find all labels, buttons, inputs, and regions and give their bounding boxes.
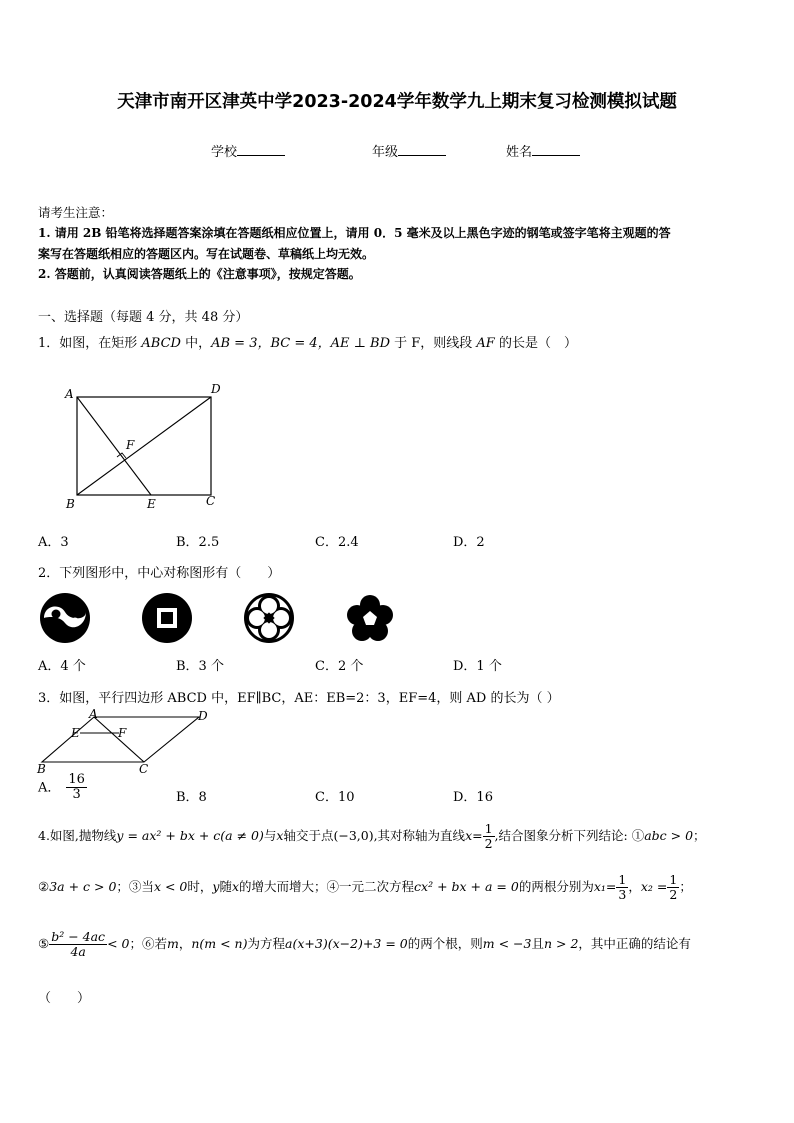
label-f: F (118, 726, 127, 740)
question-3-figure (34, 707, 212, 775)
q3-option-c: C．10 (315, 790, 355, 805)
label-c: C (206, 494, 216, 508)
q1-option-c: C．2.4 (315, 535, 359, 550)
question-1-stem: 1．如图，在矩形 ABCD 中，AB = 3，BC = 4，AE ⊥ BD 于 F，则线段 AF 的长是（ ） (38, 336, 577, 351)
school-field (211, 141, 285, 160)
label-b: B (37, 762, 46, 775)
page-title: 天津市南开区津英中学2023-2024学年数学九上期末复习检测模拟试题 (117, 92, 677, 112)
q2-option-a: A．4 个 (38, 659, 86, 674)
four-petal-icon (243, 592, 295, 644)
label-f: F (126, 438, 135, 452)
school-label: 学校 (211, 145, 238, 160)
name-blank (532, 143, 580, 156)
notice-heading: 请考生注意： (38, 205, 114, 220)
label-a: A (65, 387, 74, 401)
label-c: C (139, 762, 149, 775)
grade-field (372, 141, 446, 160)
question-4-line-1: 4.如图,抛物线y = ax² + bx + c(a ≠ 0)与x轴交于点(−3,0),其对称轴为直线x= $\frac{1}{2}$ ,结合图象分析下列结论: ①abc > 0； (38, 821, 706, 851)
section-1-heading: 一、选择题（每题 4 分，共 48 分） (38, 310, 249, 325)
q2-option-d: D．1 个 (453, 659, 502, 674)
name-field (506, 141, 580, 160)
q1-option-d: D．2 (453, 535, 485, 550)
q3-option-a: A． $\frac{16}{3}$ (38, 772, 85, 803)
q3-option-d: D．16 (453, 790, 493, 805)
q1-option-a: A．3 (38, 535, 69, 550)
school-blank (237, 143, 285, 156)
q2-option-c: C．2 个 (315, 659, 364, 674)
question-4-answer-paren: （ ） (38, 991, 91, 1006)
name-label: 姓名 (506, 145, 533, 160)
q3-option-b: B．8 (176, 790, 207, 805)
pentagon-flower-icon (345, 594, 395, 642)
segment-ae (77, 397, 151, 495)
notice-line-2: 案写在答题纸相应的答题区内。写在试题卷、草稿纸上均无效。 (38, 247, 375, 261)
question-4-line-2: ②3a + c > 0；③当x < 0时，y随x的增大而增大；④一元二次方程cx² + bx + a = 0的两根分别为x₁= $\frac{1}{3}$ ，x₂ = $\frac{1}{2}$ ； (38, 872, 692, 902)
question-3-stem: 3．如图，平行四边形 ABCD 中，EF∥BC，AE：EB=2：3，EF=4，则 AD 的长为（ ） (38, 691, 560, 706)
question-1-figure (60, 378, 230, 513)
q1-option-b: B．2.5 (176, 535, 220, 550)
grade-label: 年级 (372, 145, 399, 160)
question-2-stem: 2．下列图形中，中心对称图形有（ ） (38, 566, 281, 581)
diagonal-bd (77, 397, 211, 495)
label-a: A (89, 707, 98, 721)
label-d: D (211, 382, 221, 396)
label-e: E (147, 497, 156, 511)
label-d: D (198, 709, 208, 723)
label-b: B (66, 497, 75, 511)
label-e: E (71, 726, 80, 740)
swirl-icon (38, 592, 93, 644)
grade-blank (398, 143, 446, 156)
q2-option-b: B．3 个 (176, 659, 224, 674)
question-4-line-3: ⑤ $\frac{\text{b² − 4ac}}{4a}$ < 0；⑥若m，n(m < n)为方程a(x+3)(x−2)+3 = 0的两个根，则m < −3且n > 2，其中正确的结论有 (38, 929, 691, 959)
notice-line-1: 1. 请用 2B 铅笔将选择题答案涂填在答题纸相应位置上，请用 0．5 毫米及以上黑色字迹的钢笔或签字笔将主观题的答 (38, 226, 671, 240)
square-hole-coin-icon (141, 592, 193, 644)
notice-line-3: 2. 答题前，认真阅读答题纸上的《注意事项》，按规定答题。 (38, 267, 361, 281)
